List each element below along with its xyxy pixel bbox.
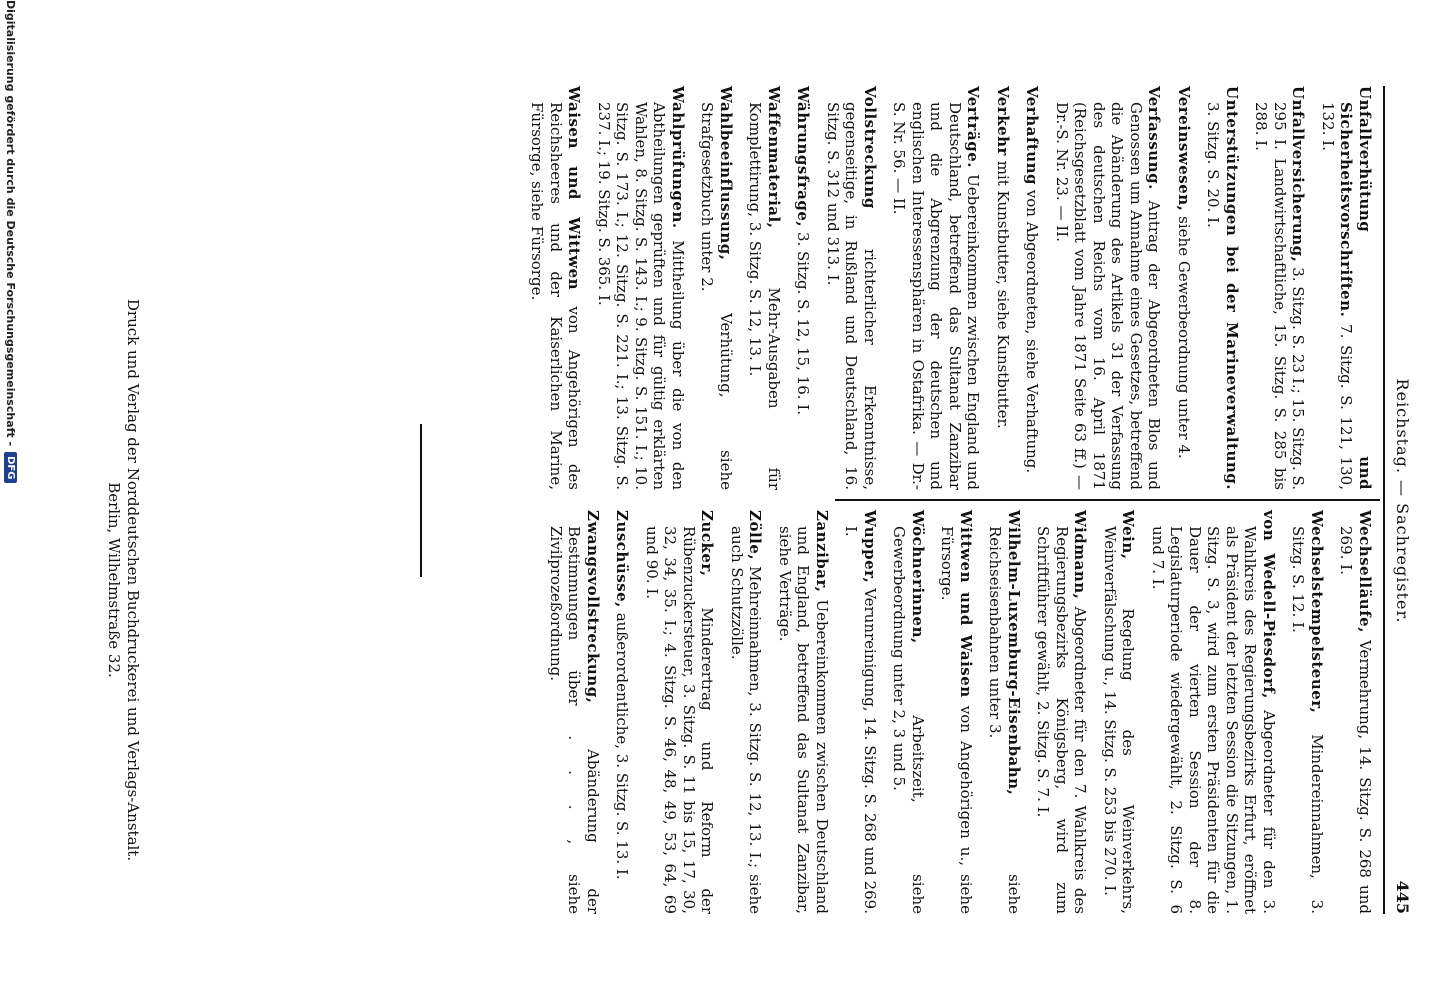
index-text: Abänderung der Bestimmungen über . . . , siehe Zivilprozeßordnung.	[547, 526, 602, 914]
index-term: Wahlprüfungen.	[669, 86, 687, 229]
index-term: Zölle,	[746, 510, 765, 561]
index-entry	[1289, 510, 1326, 914]
index-term: Wein,	[1119, 510, 1138, 560]
end-rule	[420, 424, 422, 577]
header-rule	[1383, 86, 1385, 914]
index-entry	[890, 510, 927, 914]
index-entry	[842, 510, 879, 914]
imprint	[104, 86, 142, 914]
index-term: Währungsfrage,	[794, 86, 813, 228]
index-entry	[595, 86, 688, 490]
index-text: von Angehörigen des Reichsheeres und der Kaiserlichen Marine, Fürsorge, siehe Fürsorge.	[528, 102, 584, 490]
index-text: Mehreinnahmen, 3. Sitzg. S. 12, 13. I.; siehe auch Schutzzölle.	[728, 526, 765, 914]
index-term: von Wedell-Piesdorf,	[1260, 510, 1278, 699]
index-text: von Angehörigen u., siehe Fürsorge.	[938, 526, 975, 914]
index-text: Uebereinkommen zwischen Deutschland und England, betreffend das Sultanat Zanzibar, siehe Verträge.	[776, 526, 831, 914]
index-text: Verunreinigung, 14. Sitzg. S. 268 und 269. I.	[842, 526, 879, 914]
index-entry	[994, 86, 1013, 490]
index-entry	[746, 86, 783, 490]
index-entry	[1101, 510, 1138, 914]
index-text: Regelung des Weinverkehrs, Weinverfälschung u., 14. Sitzg. S. 253 bis 270. I.	[1101, 526, 1138, 914]
index-term: Zanzibar,	[813, 510, 831, 593]
index-entry	[938, 510, 975, 914]
index-term: Unfallverhütung und Sicherheitsvorschriften.	[1337, 86, 1374, 490]
index-text: Mittheilung über die von den Abtheilungen geprüften und für gültig erklärten Wahlen, 8. Sitzg. S. 143. I.; 9. Sitzg. S. 151. I.; 10. Sitzg. S. 173. I.; 12. Sitzg. S. 221. I.; 13. Sitzg. S. 237. I.; 19. Sitzg. S. 365. I.	[595, 102, 687, 490]
index-term: Zwangsvollstreckung,	[584, 510, 602, 704]
index-entry	[547, 510, 603, 914]
index-term: Wechselläufe,	[1356, 510, 1374, 633]
index-term: Waffenmaterial,	[765, 86, 783, 229]
index-entry	[1149, 510, 1279, 914]
index-term: Vollstreckung	[861, 86, 879, 209]
index-entry	[986, 510, 1023, 914]
index-text: 7. Sitzg. S. 121, 130, 132. I.	[1319, 102, 1356, 490]
index-text: 3. Sitzg. S. 20. I.	[1204, 102, 1223, 228]
index-text: Mindereinnahmen, 3. Sitzg. S. 12. I.	[1289, 526, 1326, 914]
index-term: Wupper,	[861, 510, 879, 584]
index-text: Uebereinkommen zwischen England und Deutschland, betreffend das Sultanat Zanzibar und die Abgrenzung der deutschen und englischen Interessensphären in Ostafrika. — Dr.-S. Nr. 56. — II.	[890, 102, 983, 490]
digitization-text: Digitalisierung gefördert durch die Deutsche Forschungsgemeinschaft -	[4, 0, 18, 447]
index-term: Wahlbeeinflussung,	[717, 86, 735, 261]
imprint-line-2: Berlin, Wilhelmstraße 32.	[105, 482, 123, 678]
index-text: siehe Gewerbeordnung unter 4.	[1175, 216, 1193, 459]
index-entry	[1175, 86, 1194, 490]
index-term: Wilhelm-Luxemburg-Eisenbahn,	[1005, 510, 1023, 796]
index-text: Arbeitszeit, siehe Gewerbeordnung unter 2, 3 und 5.	[890, 526, 927, 914]
index-term: Vereinswesen,	[1175, 86, 1193, 212]
index-text: Abgeordneter für den 7. Wahlkreis des Regierungsbezirks Königsberg, wird zum Schriftführer gewählt, 2. Sitzg. S. 7. I.	[1034, 526, 1090, 914]
index-term: Zucker,	[698, 510, 717, 577]
index-entry	[1319, 86, 1375, 490]
index-text: Abgeordneter für den 3. Wahlkreis des Regierungsbezirks Erfurt, eröffnet als Präsident der letzten Session die Sitzungen, 1. Sitzg. S. 3, wird zum ersten Präsidenten für die Dauer der vierten Session der 8. Legislaturperiode wiedergewählt, 2. Sitzg. S. 6 und 7. I.	[1149, 526, 1278, 914]
index-term: Verfassung.	[1145, 86, 1164, 190]
index-entry	[890, 86, 983, 490]
index-entry	[613, 510, 632, 914]
index-term: Zuschüsse,	[613, 510, 632, 608]
index-text: außerordentliche, 3. Sitzg. S. 13. I.	[613, 612, 632, 880]
index-term: Verhaftung	[1023, 86, 1042, 186]
index-entry	[824, 86, 880, 490]
index-term: Verkehr	[994, 86, 1012, 156]
index-entry	[698, 86, 735, 490]
digitization-note	[0, 0, 22, 1000]
index-term: Wechselstempelsteuer,	[1308, 510, 1326, 714]
index-text: Vermehrung, 14. Sitzg. S. 268 und 269. I.	[1337, 526, 1374, 914]
imprint-line-1: Druck und Verlag der Norddeutschen Buchdruckerei und Verlags-Anstalt.	[124, 298, 142, 862]
index-text: mit Kunstbutter, siehe Kunstbutter.	[994, 160, 1012, 429]
index-entry	[1337, 510, 1374, 914]
index-term: Waisen und Wittwen	[565, 86, 584, 291]
index-entry	[1034, 510, 1090, 914]
index-entry	[1023, 86, 1042, 490]
page-number: 445	[1393, 880, 1412, 914]
left-column	[517, 86, 1374, 490]
index-text: siehe Reichseisenbahnen unter 3.	[986, 526, 1023, 914]
index-entry	[728, 510, 765, 914]
index-text: Minderertrag und Reform der Rübenzuckersteuer, 3. Sitzg. S. 11 bis 15, 17, 30, 32, 34, 35. I.; 4. Sitzg. S. 46, 48, 49, 53, 64, 69 und 90. I.	[643, 526, 717, 914]
index-entry	[1252, 86, 1308, 490]
index-text: Verhütung, siehe Strafgesetzbuch unter 2.	[698, 102, 735, 490]
page-header	[1388, 88, 1412, 914]
index-text: Mehr-Ausgaben für Komplettirung, 3. Sitzg. S. 12, 13. I.	[746, 102, 783, 490]
page-title: Reichstag. — Sachregister.	[1393, 378, 1412, 624]
index-term: Widmann,	[1071, 510, 1090, 600]
index-text: von Abgeordneten, siehe Verhaftung.	[1023, 189, 1042, 474]
index-entry	[643, 510, 717, 914]
index-term: Unterstützungen bei der Marineverwaltung.	[1223, 86, 1241, 490]
index-entry	[794, 86, 813, 490]
index-text: 3. Sitzg. S. 12, 15, 16. I.	[794, 231, 813, 415]
index-term: Verträge.	[964, 86, 983, 169]
index-entry	[776, 510, 832, 914]
index-term: Unfallversicherung,	[1289, 86, 1308, 263]
index-entry	[528, 86, 584, 490]
index-term: Wöchnerinnen,	[909, 510, 927, 644]
dfg-logo: DFG	[5, 452, 18, 483]
index-text: richterlicher Erkenntnisse, gegenseitige, in Rußland und Deutschland, 16. Sitzg. S. 312 und 313. I.	[824, 102, 879, 490]
index-term: Wittwen und Waisen	[957, 510, 975, 698]
index-entry	[1053, 86, 1164, 490]
right-column	[536, 510, 1375, 914]
column-divider	[835, 499, 1380, 501]
index-text: 3. Sitzg. S. 23 I.; 15. Sitzg. S. 295 I. Landwirtschaftliche, 15. Sitzg. S. 285 bis 288. I.	[1252, 102, 1308, 490]
index-entry	[1204, 86, 1241, 490]
index-text: Antrag der Abgeordneten Blos und Genossen um Annahme eines Gesetzes, betreffend die Abänderung des Artikels 31 der Verfassung des deutschen Reichs vom 16. April 1871 (Reichsgesetzblatt vom Jahre 1871 Seite 63 ff.) — Dr.-S. Nr. 23. — II.	[1053, 102, 1164, 490]
